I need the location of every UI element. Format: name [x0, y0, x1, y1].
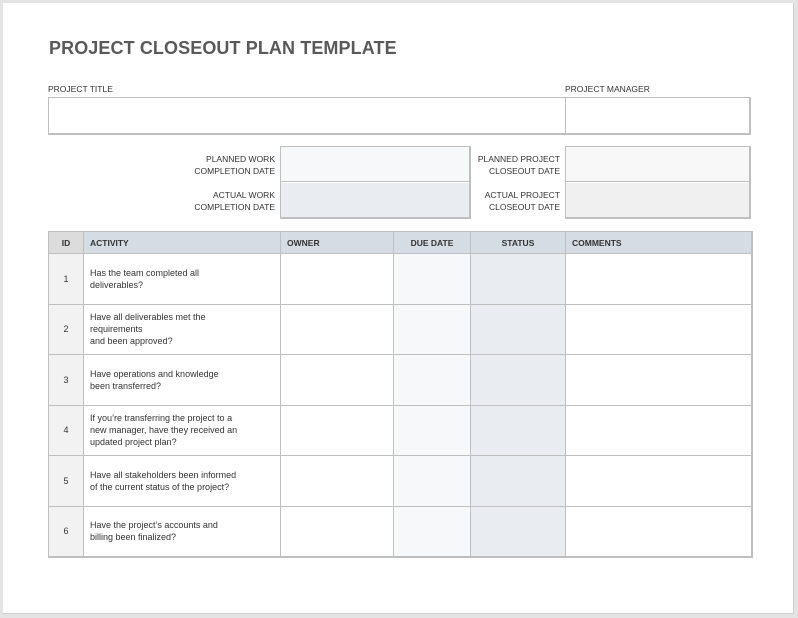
- column-header-comments: COMMENTS: [566, 232, 752, 254]
- activity-line: deliverables?: [90, 279, 144, 290]
- project-manager-label: PROJECT MANAGER: [565, 84, 650, 94]
- label-line: PLANNED PROJECT: [477, 154, 560, 164]
- row-comments-cell[interactable]: [566, 405, 752, 456]
- activity-line: Have the project’s accounts and: [90, 520, 218, 530]
- row-comments-cell[interactable]: [566, 254, 752, 305]
- row-activity: [84, 405, 281, 456]
- row-owner-cell[interactable]: [281, 405, 394, 456]
- activity-line: Have all stakeholders been informed: [90, 469, 237, 480]
- planned-work-completion-field[interactable]: [281, 147, 469, 182]
- row-comments-cell[interactable]: [566, 456, 752, 507]
- page-title: PROJECT CLOSEOUT PLAN TEMPLATE: [49, 38, 397, 58]
- label-line: COMPLETION DATE: [194, 166, 275, 176]
- row-status-cell[interactable]: [471, 254, 566, 305]
- row-due-date-cell[interactable]: [394, 304, 471, 355]
- row-activity: [84, 355, 281, 406]
- closeout-dates-group: [565, 146, 751, 219]
- column-header-status: STATUS: [471, 232, 566, 254]
- row-owner-cell[interactable]: [281, 506, 394, 557]
- row-id: 6: [49, 506, 84, 557]
- table-row: [49, 254, 752, 305]
- planned-work-completion-label: [153, 153, 275, 177]
- table-row: [49, 456, 752, 507]
- row-status-cell[interactable]: [471, 304, 566, 355]
- activity-line: of the current status of the project?: [90, 481, 230, 492]
- activity-line: Have all deliverables met the: [90, 312, 206, 323]
- label-line: COMPLETION DATE: [194, 202, 275, 212]
- row-owner-cell[interactable]: [281, 254, 394, 305]
- column-header-id: ID: [49, 232, 84, 254]
- label-line: ACTUAL PROJECT: [484, 190, 560, 200]
- row-activity: [84, 506, 281, 557]
- column-header-owner: OWNER: [281, 232, 394, 254]
- table-row: [49, 304, 752, 355]
- label-line: CLOSEOUT DATE: [488, 166, 560, 176]
- project-info-box: [48, 97, 751, 135]
- actual-work-completion-field[interactable]: [281, 183, 469, 217]
- row-status-cell[interactable]: [471, 405, 566, 456]
- column-header-due-date: DUE DATE: [394, 232, 471, 254]
- row-due-date-cell[interactable]: [394, 355, 471, 406]
- row-owner-cell[interactable]: [281, 355, 394, 406]
- row-id: 3: [49, 355, 84, 406]
- row-owner-cell[interactable]: [281, 456, 394, 507]
- table-header-row: [49, 232, 752, 254]
- activity-line: Have operations and knowledge: [90, 368, 219, 379]
- row-status-cell[interactable]: [471, 506, 566, 557]
- row-due-date-cell[interactable]: [394, 456, 471, 507]
- activity-line: updated project plan?: [90, 437, 177, 448]
- planned-project-closeout-label: [443, 153, 560, 177]
- activity-line: Has the team completed all: [90, 267, 200, 278]
- label-line: CLOSEOUT DATE: [488, 202, 560, 212]
- activity-line: and been approved?: [90, 336, 173, 347]
- row-activity: [84, 254, 281, 305]
- row-id: 2: [49, 304, 84, 355]
- actual-project-closeout-field[interactable]: [566, 183, 749, 217]
- row-status-cell[interactable]: [471, 355, 566, 406]
- row-due-date-cell[interactable]: [394, 405, 471, 456]
- closeout-activity-table: [48, 231, 753, 558]
- row-activity: [84, 304, 281, 355]
- column-header-activity: ACTIVITY: [84, 232, 281, 254]
- row-due-date-cell[interactable]: [394, 254, 471, 305]
- table-row: [49, 355, 752, 406]
- activity-line: billing been finalized?: [90, 532, 177, 542]
- row-id: 4: [49, 405, 84, 456]
- row-id: 1: [49, 254, 84, 305]
- row-owner-cell[interactable]: [281, 304, 394, 355]
- project-title-label: PROJECT TITLE: [48, 84, 113, 94]
- activity-line: If you’re transferring the project to a: [90, 413, 233, 424]
- row-due-date-cell[interactable]: [394, 506, 471, 557]
- row-activity: [84, 456, 281, 507]
- label-line: ACTUAL WORK: [212, 190, 275, 200]
- actual-project-closeout-label: [443, 189, 560, 213]
- table-row: [49, 405, 752, 456]
- row-id: 5: [49, 456, 84, 507]
- activity-line: new manager, have they received an: [90, 425, 238, 436]
- table-row: [49, 506, 752, 557]
- activity-line: been transferred?: [90, 380, 162, 391]
- actual-work-completion-label: [153, 189, 275, 213]
- project-title-field[interactable]: [49, 98, 565, 133]
- row-comments-cell[interactable]: [566, 506, 752, 557]
- row-status-cell[interactable]: [471, 456, 566, 507]
- planned-project-closeout-field[interactable]: [566, 147, 749, 182]
- row-comments-cell[interactable]: [566, 304, 752, 355]
- row-comments-cell[interactable]: [566, 355, 752, 406]
- project-manager-field[interactable]: [566, 98, 749, 133]
- document-sheet: [3, 3, 794, 614]
- label-line: PLANNED WORK: [206, 154, 275, 164]
- activity-line: requirements: [90, 324, 143, 335]
